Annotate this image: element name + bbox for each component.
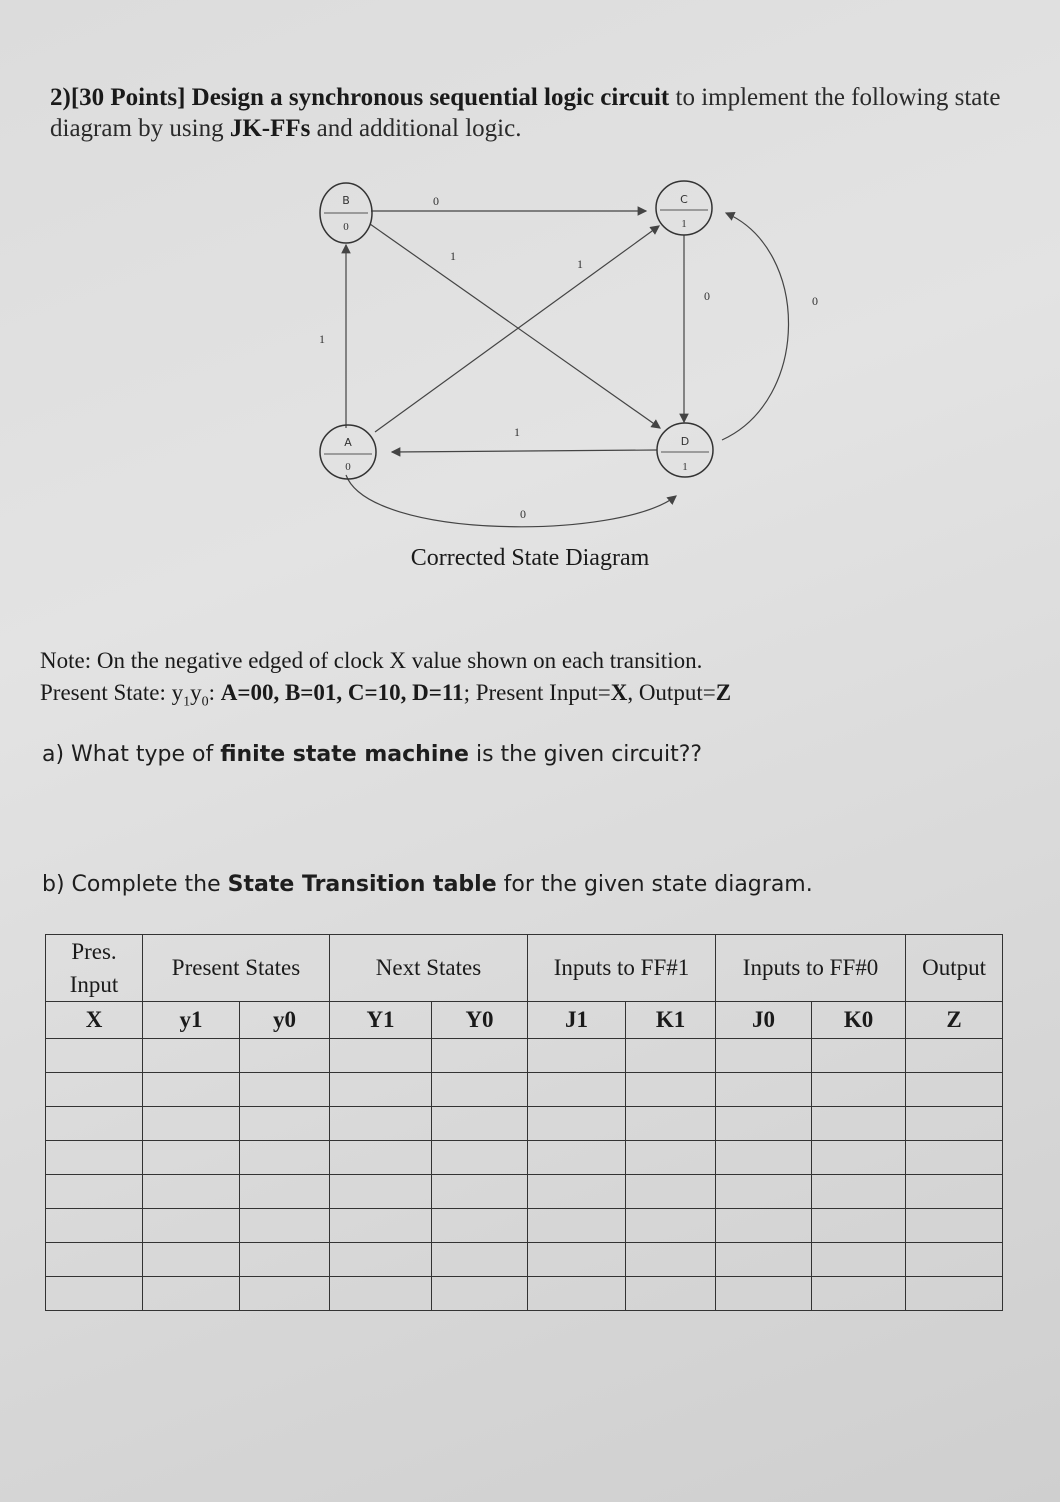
label-b-to-d: 1 <box>450 249 456 263</box>
col-y0: y0 <box>240 1002 330 1039</box>
edge-d-to-c <box>722 213 789 440</box>
state-a <box>320 425 376 479</box>
question-points: [30 Points] <box>70 84 186 111</box>
table-row <box>46 1277 1003 1311</box>
state-diagram <box>0 170 1060 540</box>
table-header-row-1 <box>46 935 1003 1002</box>
state-c <box>656 181 712 235</box>
question-bold-text-2: JK-FFs <box>229 115 311 142</box>
part-a-question: a) What type of finite state machine is the given circuit?? <box>42 742 703 767</box>
svg-text:A: A <box>344 436 352 449</box>
col-y1: y1 <box>143 1002 240 1039</box>
state-encoding: A=00, B=01, C=10, D=11 <box>220 680 464 705</box>
diagram-caption: Corrected State Diagram <box>410 545 650 571</box>
col-j0: J0 <box>716 1002 812 1039</box>
col-next-y0: Y0 <box>432 1002 528 1039</box>
question-bold-text: Design a synchronous sequential logic circuit <box>191 84 670 111</box>
col-next-y1: Y1 <box>330 1002 432 1039</box>
question-text-1: to implement the following state diagram by using <box>50 84 1001 142</box>
col-z: Z <box>906 1002 1003 1039</box>
col-k1: K1 <box>626 1002 716 1039</box>
label-d-to-a: 1 <box>514 425 520 439</box>
state-d <box>657 423 713 477</box>
edge-d-to-a <box>392 450 657 452</box>
header-inputs-ff0: Inputs to FF#0 <box>716 935 906 1002</box>
header-pres-input: Pres. Input <box>46 935 143 1002</box>
svg-text:D: D <box>680 435 690 448</box>
svg-text:B: B <box>342 194 350 207</box>
svg-text:0: 0 <box>345 461 351 473</box>
note-line-2: Present State: $y_1y_0$: A=00, B=01, C=10, D=11; Present Input=X, Output=Z <box>40 680 732 710</box>
table-header-row-2 <box>46 1002 1003 1039</box>
question-heading <box>50 82 1050 144</box>
note-line-1: Note: On the negative edged of clock X value shown on each transition. <box>40 648 703 673</box>
state-transition-table <box>45 934 1003 1311</box>
label-b-to-c: 0 <box>433 194 439 208</box>
label-a-to-c: 1 <box>577 257 583 271</box>
header-output: Output <box>906 935 1003 1002</box>
table-row <box>46 1175 1003 1209</box>
state-b <box>320 183 372 243</box>
table-row <box>46 1209 1003 1243</box>
label-a-to-b: 1 <box>319 332 325 346</box>
edge-a-to-d <box>346 475 676 527</box>
table-row <box>46 1073 1003 1107</box>
col-x: X <box>46 1002 143 1039</box>
label-d-to-c: 0 <box>812 294 818 308</box>
svg-text:1: 1 <box>682 461 688 473</box>
svg-text:C: C <box>680 193 688 206</box>
table-row <box>46 1141 1003 1175</box>
table-row <box>46 1039 1003 1073</box>
header-next-states: Next States <box>330 935 528 1002</box>
question-text-2: and additional logic. <box>310 115 522 142</box>
edge-b-to-d <box>370 224 660 428</box>
col-j1: J1 <box>528 1002 626 1039</box>
svg-text:0: 0 <box>343 221 349 233</box>
part-b-question: b) Complete the State Transition table for the given state diagram. <box>42 872 813 897</box>
col-k0: K0 <box>812 1002 906 1039</box>
label-c-to-d: 0 <box>704 289 710 303</box>
note-block <box>40 645 731 719</box>
header-present-states: Present States <box>143 935 330 1002</box>
header-inputs-ff1: Inputs to FF#1 <box>528 935 716 1002</box>
table-row <box>46 1107 1003 1141</box>
question-number: 2) <box>50 84 71 111</box>
label-a-to-d: 0 <box>520 507 526 521</box>
svg-text:1: 1 <box>681 218 687 230</box>
table-row <box>46 1243 1003 1277</box>
